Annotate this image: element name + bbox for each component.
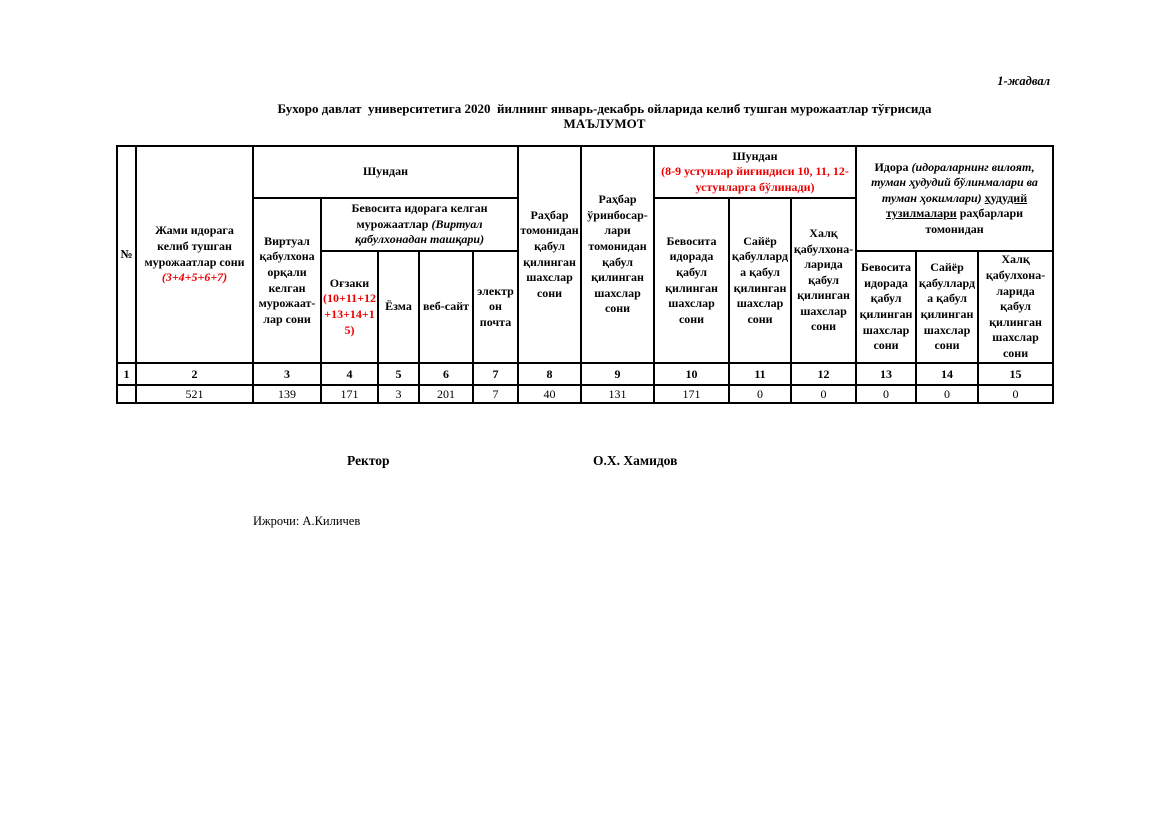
header-idora-underline: ҳудудий тузилмалари [885,190,1028,221]
col-num-14: 14 [916,363,978,385]
document-title: Бухоро давлат университетига 2020 йилнинг январь-декабрь ойларида келиб тушган мурожаатлар тўғрисида [277,101,932,116]
data-cell-12: 0 [791,385,856,403]
data-cell-11: 0 [729,385,791,403]
header-cell-virtual: Виртуал қабулхона орқали келган мурожаат-лар сони [253,198,321,363]
data-cell-2: 521 [136,385,253,403]
data-cell-1 [117,385,136,403]
header-direct-group-text: Бевосита идорага келган мурожаатлар [351,201,488,231]
data-cell-8: 40 [518,385,581,403]
header-oral-formula: (10+11+12+13+14+15) [323,291,377,337]
header-oral-text: Оғзаки [329,275,370,290]
col-num-3: 3 [253,363,321,385]
signature-role: Ректор [347,453,390,468]
col-num-7: 7 [473,363,518,385]
header-cell-email: электрон почта [473,251,518,363]
col-num-11: 11 [729,363,791,385]
data-cell-9: 131 [581,385,654,403]
data-cell-4: 171 [321,385,378,403]
header-cell-idora [856,146,1053,251]
data-cell-13: 0 [856,385,916,403]
data-cell-7: 7 [473,385,518,403]
data-cell-3: 139 [253,385,321,403]
data-row [117,385,1053,403]
col-num-1: 1 [117,363,136,385]
header-direct-group-italic: (Виртуал қабулхонадан ташқари) [354,216,485,247]
col-num-13: 13 [856,363,916,385]
header-cell-col11: Сайёр қабулларда қабул қилинган шахслар сони [729,198,791,363]
col-num-12: 12 [791,363,856,385]
header-cell-written: Ёзма [378,251,419,363]
document-subtitle: МАЪЛУМОТ [563,116,646,131]
header-idora-text: Идора [874,159,912,174]
document-title-block [40,101,1169,131]
data-cell-15: 0 [978,385,1053,403]
data-cell-5: 3 [378,385,419,403]
data-cell-14: 0 [916,385,978,403]
col-num-15: 15 [978,363,1053,385]
header-cell-col10: Бевосита идорада қабул қилинган шахслар сони [654,198,729,363]
header-total-text: Жами идорага келиб тушган мурожаатлар сони [144,223,245,269]
table-number-label: 1-жадвал [997,74,1050,88]
header-cell-col12: Халқ қабулхона-ларида қабул қилинган шахслар сони [791,198,856,363]
col-num-2: 2 [136,363,253,385]
data-cell-10: 171 [654,385,729,403]
header-cell-col14: Сайёр қабулларда қабул қилинган шахслар сони [916,251,978,363]
header-cell-oral [321,251,378,363]
header-cell-website: веб-сайт [419,251,473,363]
header-shundan-right-note: (8-9 устунлар йиғиндиси 10, 11, 12-устунларга бўлинади) [661,164,849,194]
header-cell-no: № [117,146,136,363]
header-cell-col13: Бевосита идорада қабул қилинган шахслар сони [856,251,916,363]
data-cell-6: 201 [419,385,473,403]
header-idora-tail: раҳбарлари томонидан [925,206,1024,236]
column-number-row [117,363,1053,385]
executor-line: Ижрочи: А.Киличев [253,514,361,528]
col-num-4: 4 [321,363,378,385]
col-num-10: 10 [654,363,729,385]
header-row-1 [117,146,1053,198]
header-shundan-right-text: Шундан [732,148,778,163]
header-cell-shundan-left: Шундан [253,146,518,198]
signature-name: О.Х. Хамидов [593,453,678,468]
col-num-8: 8 [518,363,581,385]
header-cell-total [136,146,253,363]
header-cell-shundan-right [654,146,856,198]
header-cell-leader: Раҳбар томонидан қабул қилинган шахслар сони [518,146,581,363]
col-num-6: 6 [419,363,473,385]
header-total-formula: (3+4+5+6+7) [161,270,228,285]
col-num-9: 9 [581,363,654,385]
header-idora-italic: (идораларнинг вилоят, туман ҳудудий бўлинмалари ва туман ҳокимлари) [871,159,1038,205]
report-table [116,145,1054,404]
header-cell-direct-group [321,198,518,251]
header-cell-col15: Халқ қабулхона-ларида қабул қилинган шахслар сони [978,251,1053,363]
col-num-5: 5 [378,363,419,385]
header-cell-deputies: Раҳбар ўринбосар-лари томонидан қабул қилинган шахслар сони [581,146,654,363]
